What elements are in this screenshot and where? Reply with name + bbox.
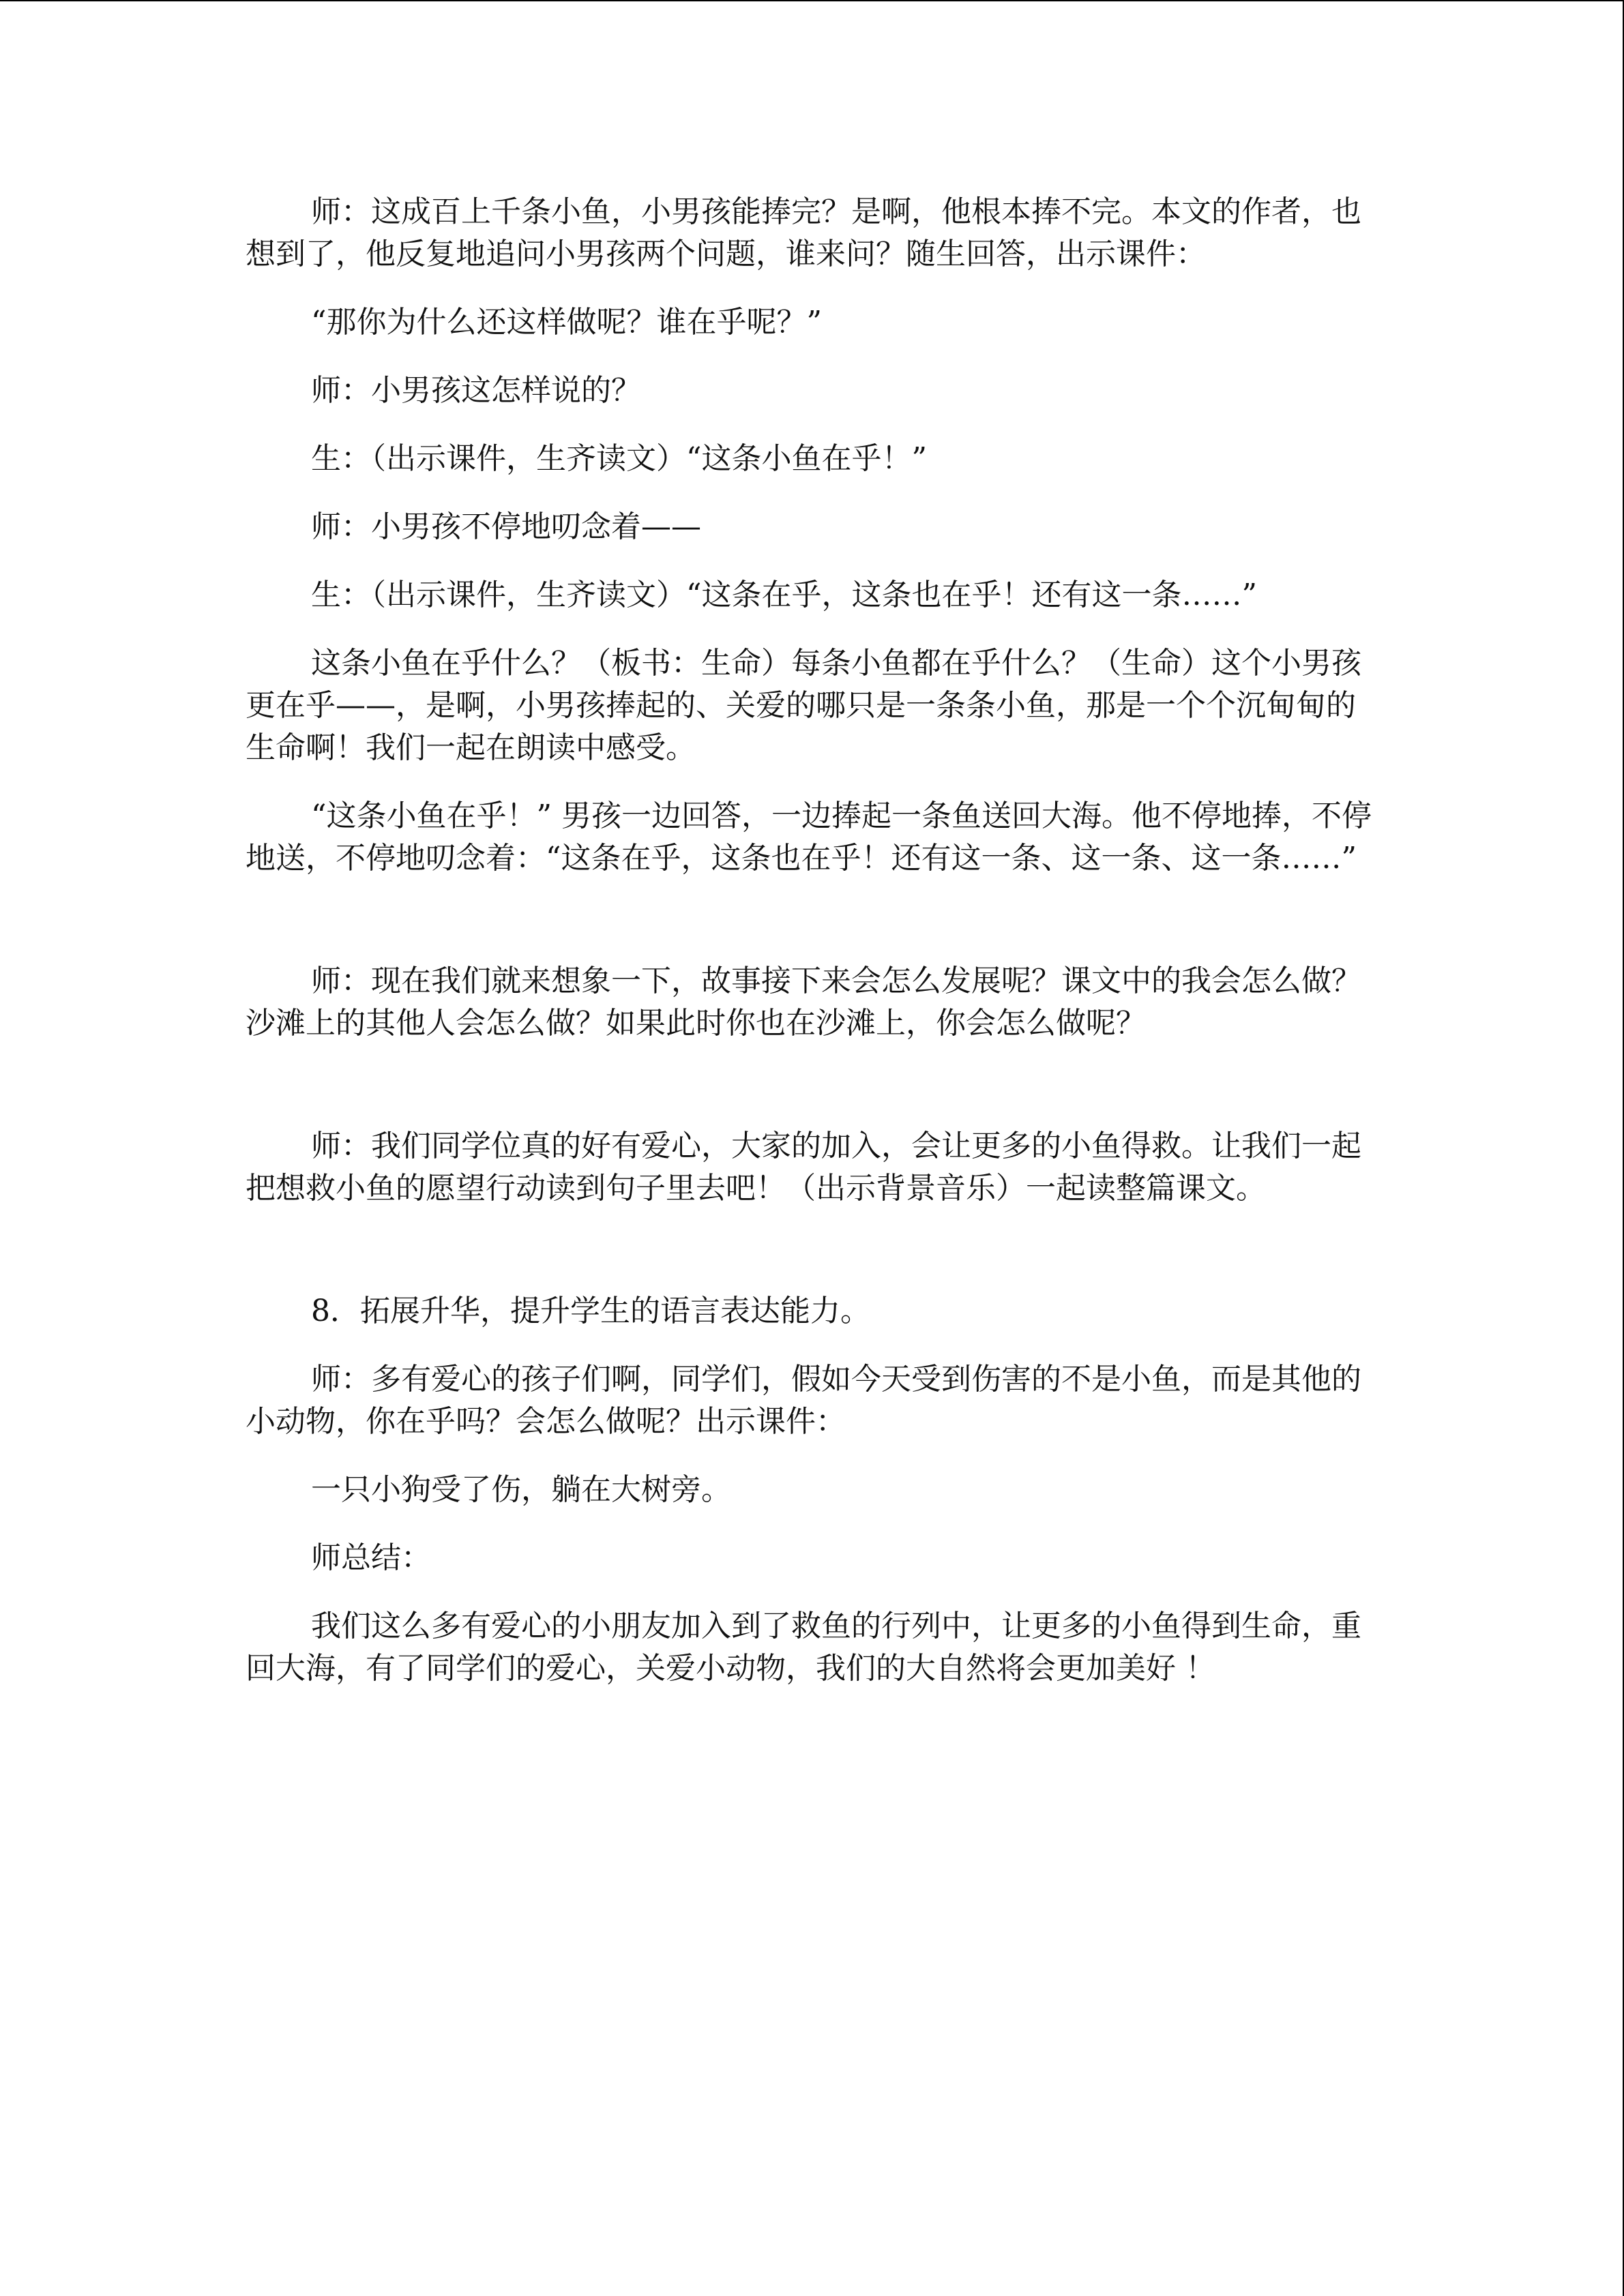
paragraph: 师：现在我们就来想象一下，故事接下来会怎么发展呢？课文中的我会怎么做？沙滩上的其他人会怎么做？如果此时你也在沙滩上，你会怎么做呢？ [246, 964, 1361, 1041]
paragraph: 这条小鱼在乎什么？（板书：生命）每条小鱼都在乎什么？（生命）这个小男孩更在乎——，是啊，小男孩捧起的、关爱的哪只是一条条小鱼，那是一个个沉甸甸的生命啊！我们一起在朗读中感受。 [246, 646, 1361, 765]
paragraph: 生：（出示课件，生齐读文）“这条小鱼在乎！” [311, 441, 927, 476]
paragraph: 一只小狗受了伤，躺在大树旁。 [311, 1472, 731, 1507]
paragraph: 师：这成百上千条小鱼，小男孩能捧完？是啊，他根本捧不完。本文的作者，也想到了，他反复地追问小男孩两个问题，谁来问？随生回答，出示课件： [246, 194, 1361, 271]
paragraph: “那你为什么还这样做呢？谁在乎呢？” [311, 305, 822, 340]
paragraph: 师：我们同学位真的好有爱心，大家的加入，会让更多的小鱼得救。让我们一起把想救小鱼的愿望行动读到句子里去吧！（出示背景音乐）一起读整篇课文。 [246, 1129, 1361, 1206]
paragraph: 师总结： [311, 1540, 431, 1575]
paragraph: 生：（出示课件，生齐读文）“这条在乎，这条也在乎！还有这一条……” [311, 578, 1257, 612]
section-heading: 8．拓展升华，提升学生的语言表达能力。 [311, 1294, 870, 1328]
paragraph: 师：小男孩这怎样说的？ [311, 373, 641, 408]
paragraph: 师：多有爱心的孩子们啊，同学们，假如今天受到伤害的不是小鱼，而是其他的小动物，你在乎吗？会怎么做呢？出示课件： [246, 1362, 1361, 1439]
paragraph: “这条小鱼在乎！” 男孩一边回答，一边捧起一条鱼送回大海。他不停地捧，不停地送，不停地叨念着：“这条在乎，这条也在乎！还有这一条、这一条、这一条……” [246, 799, 1372, 876]
paragraph: 我们这么多有爱心的小朋友加入到了救鱼的行列中，让更多的小鱼得到生命，重回大海，有了同学们的爱心，关爱小动物，我们的大自然将会更加美好 ！ [246, 1609, 1361, 1686]
paragraph: 师：小男孩不停地叨念着—— [311, 509, 701, 544]
document-body [246, 191, 1378, 1716]
